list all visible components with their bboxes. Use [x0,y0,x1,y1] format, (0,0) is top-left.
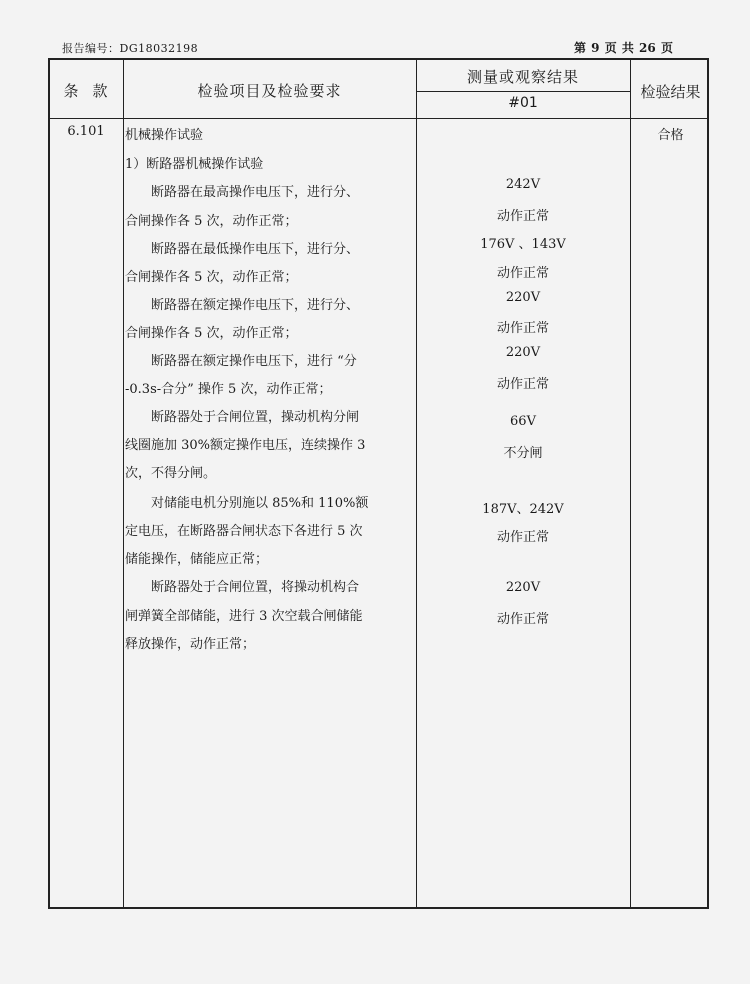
measurement-value: 176V 、143V [480,237,566,252]
clause-number: 6.101 [67,124,105,139]
item-line: 次，不得分闸。 [125,466,217,481]
measurement-value: 动作正常 [496,377,549,392]
verdict: 合格 [657,128,684,143]
report-number: 报告编号：DG18032198 [62,42,199,55]
page-info: 第 9 页 共 26 页 [574,41,673,55]
item-line: 机械操作试验 [125,128,204,143]
item-line: 定电压，在断路器合闸状态下各进行 5 次 [125,524,363,539]
item-line: 断路器在最高操作电压下，进行分、 [125,185,360,200]
item-line: 线圈施加 30%额定操作电压，连续操作 3 [125,438,366,453]
item-line: 断路器处于合闸位置，将操动机构合 [125,580,360,595]
header-clause: 条款 [63,82,122,100]
item-line: 对储能电机分别施以 85%和 110%额 [125,496,369,511]
measurement-value: 220V [505,290,541,305]
header-item: 检验项目及检验要求 [197,82,342,100]
item-line: 合闸操作各 5 次，动作正常； [125,270,298,285]
item-line: 断路器在额定操作电压下，进行 “分 [125,354,357,369]
measurement-value: 动作正常 [496,266,549,281]
measurement-value: 66V [510,414,536,429]
item-line: 合闸操作各 5 次，动作正常； [125,214,298,229]
column-divider [123,60,124,907]
item-line: 断路器处于合闸位置，操动机构分闸 [125,410,360,425]
measurement-value: 动作正常 [496,530,549,545]
measurement-value: 187V、242V [482,502,564,517]
measurement-value: 动作正常 [496,321,549,336]
measurement-value: 动作正常 [496,612,549,627]
header-measurement: 测量或观察结果 [466,68,579,86]
item-line: 释放操作，动作正常； [125,637,256,652]
subheader-divider [416,91,630,92]
item-line: 储能操作，储能应正常； [125,552,269,567]
inspection-table [48,58,709,909]
measurement-value: 220V [505,345,541,360]
header-divider [50,118,707,119]
item-line: 合闸操作各 5 次，动作正常； [125,326,298,341]
measurement-value: 动作正常 [496,209,549,224]
item-line: 闸弹簧全部储能，进行 3 次空载合闸储能 [125,609,363,624]
item-line: 断路器在额定操作电压下，进行分、 [125,298,360,313]
measurement-value: 220V [505,580,541,595]
item-line: 断路器在最低操作电压下，进行分、 [125,242,360,257]
column-divider [630,60,631,907]
header-sample: #01 [508,95,538,111]
item-line: -0.3s-合分” 操作 5 次，动作正常； [125,382,332,397]
header-result: 检验结果 [640,83,701,101]
item-line: 1）断路器机械操作试验 [125,157,264,172]
measurement-value: 242V [505,177,541,192]
measurement-value: 不分闸 [503,446,543,461]
